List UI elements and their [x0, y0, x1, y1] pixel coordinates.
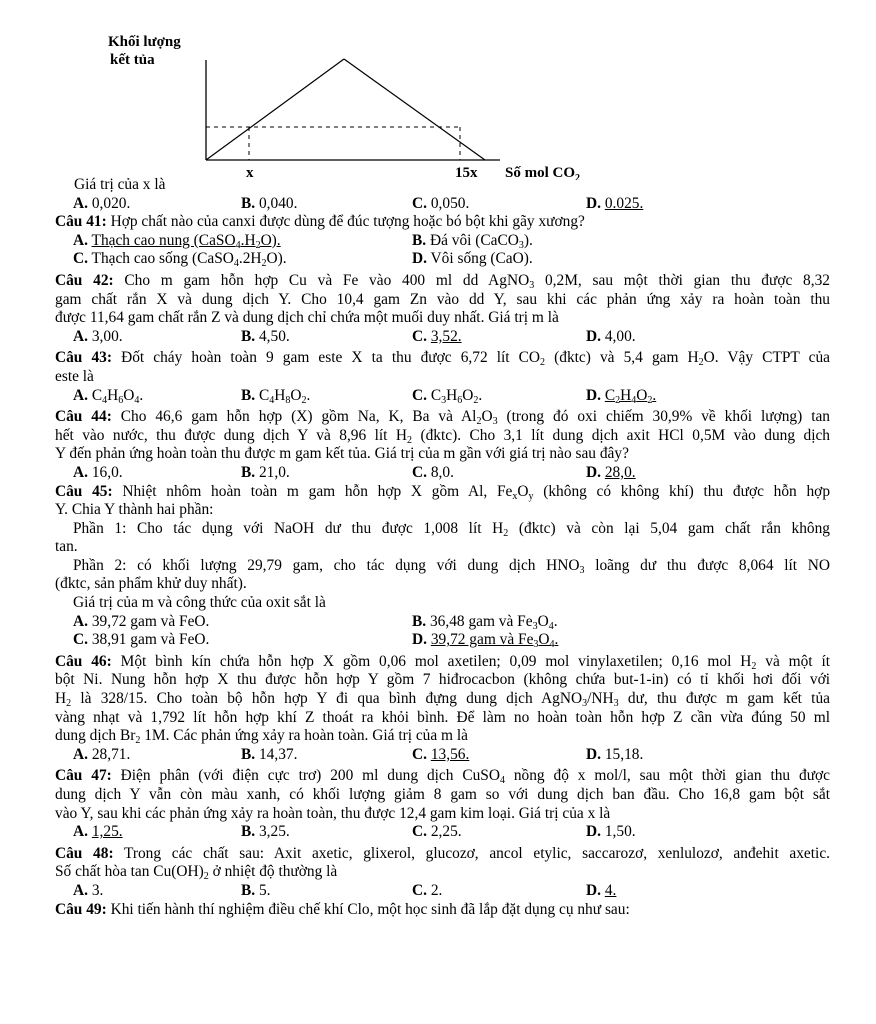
- q45-stem: Câu 45: Nhiệt nhôm hoàn toàn m gam hỗn hợp X gồm Al, $Fe_xO_y$ (không có không khí) thu được hỗn hợp Y. Chia Y thành hai phần: Phần 1: Cho tác dụng với NaOH dư thu được 1,008 lít $H_2$ (đktc) và còn lại 5,04 gam chất rắn không tan. Phần 2: có khối lượng 29,79 gam, cho tác dụng với dung dịch $HNO_3$ loãng dư thu được 8,064 lít NO (đktc, sản phẩm khử duy nhất). Giá trị của m và công thức của oxit sắt là: [55, 482, 831, 612]
- graph-xlabel: Số mol $CO_2$: [505, 165, 581, 180]
- q43-option-c[interactable]: C. $C_3H_6O_2$.: [412, 386, 483, 406]
- q45-stem-final: Giá trị của m và công thức của oxit sắt là: [73, 594, 326, 612]
- q41-options-row2: [55, 250, 830, 269]
- graph-fall-line: [344, 59, 485, 160]
- q40-option-d[interactable]: D. 0.025.: [586, 194, 644, 212]
- graph-tick-15x: 15x: [455, 165, 478, 180]
- q44-option-a[interactable]: A. 16,0.: [73, 463, 123, 481]
- q45-options-row2: [55, 631, 830, 650]
- q42-option-b[interactable]: B. 4,50.: [241, 327, 290, 345]
- q48-stem: Câu 48: Trong các chất sau: Axit axetic, glixerol, glucozơ, ancol etylic, saccarozơ, xenlulozơ, anđehit axetic. Số chất hòa $\tan Cu(OH)_2$ ở nhiệt độ thường là: [55, 844, 830, 883]
- q42-options: [55, 328, 830, 347]
- q45-options-row1: [55, 613, 830, 632]
- q44-options: [55, 464, 830, 483]
- q41-option-a[interactable]: A. Thạch cao nung $(CaSO_4.H_2O)$.: [73, 231, 281, 251]
- q42-option-d[interactable]: D. 4,00.: [586, 327, 636, 345]
- q40-stem: Giá trị của x là: [74, 176, 166, 193]
- q47-option-a[interactable]: A. 1,25.: [73, 823, 123, 841]
- q43-options: [55, 387, 830, 406]
- q43-stem: Câu 43: Đốt cháy hoàn toàn 9 gam este X ta thu được 6,72 lít $CO_2$ (đktc) và 5,4 gam $H_2O$. Vậy CTPT của este là: [55, 349, 830, 385]
- q41-stem: Câu 41: Hợp chất nào của canxi được dùng để đúc tượng hoặc bó bột khi gãy xương?: [55, 213, 585, 231]
- q45-option-b[interactable]: B. 36,48 gam và $Fe_3O_4$.: [412, 612, 558, 632]
- q42-option-c[interactable]: C. 3,52.: [412, 327, 462, 345]
- q47-stem: Câu 47: Điện phân (với điện cực trơ) 200 ml dung dịch CuSO$_4$ nồng độ x mol/l, sau một thời gian thu được dung dịch Y vẫn còn màu xanh, có khối lượng giảm 8 gam so với dung dịch ban đầu. Cho 16,8 gam bột sắt vào Y, sau khi các phản ứng xảy ra hoàn toàn, thu được 12,4 gam kim loại. Giá trị của x là: [55, 767, 831, 822]
- q48-option-c[interactable]: C. 2.: [412, 881, 443, 899]
- q40-option-a[interactable]: A. 0,020.: [73, 194, 131, 212]
- q41-option-c[interactable]: C. Thạch cao sống $(CaSO_4.2H_2O)$.: [73, 250, 287, 270]
- q40-option-b[interactable]: B. 0,040.: [241, 194, 298, 212]
- question-list: [55, 176, 830, 919]
- q49-stem: Câu 49: Khi tiến hành thí nghiệm điều chế khí Clo, một học sinh đã lắp đặt dụng cụ như sau:: [55, 900, 630, 918]
- q41-options-row1: [55, 232, 830, 251]
- graph-rise-line: [206, 59, 344, 160]
- q46-option-c[interactable]: C. 13,56.: [412, 745, 470, 763]
- q46-option-a[interactable]: A. 28,71.: [73, 745, 131, 763]
- q45-option-a[interactable]: A. 39,72 gam và FeO.: [73, 612, 210, 630]
- graph-tick-x: x: [246, 165, 254, 180]
- q44-stem: Câu 44: Cho 46,6 gam hỗn hợp (X) gồm Na, K, Ba và $Al_2O_3$ (trong đó oxi chiếm 30,9% về khối lượng) tan hết vào nước, thu được dung dịch Y và 8,96 lít $H_2$ (đktc). Cho 3,1 lít dung dịch axit HCl 0,5M vào dung dịch Y đến phản ứng hoàn toàn thu được m gam kết tủa. Giá trị của m gần với giá trị nào sau đây?: [55, 408, 831, 463]
- q46-option-d[interactable]: D. 15,18.: [586, 745, 644, 763]
- q45-option-d[interactable]: D. 39,72 gam và $Fe_3O_4$.: [412, 631, 559, 651]
- q44-option-d[interactable]: D. 28,0.: [586, 463, 636, 481]
- q44-option-c[interactable]: C. 8,0.: [412, 463, 454, 481]
- q47-options: [55, 823, 830, 842]
- q48-option-d[interactable]: D. 4.: [586, 881, 617, 899]
- q46-stem: Câu 46: Một bình kín chứa hỗn hợp X gồm 0,06 mol axetilen; 0,09 mol vinylaxetilen; 0,16 mol $H_2$ và một ít bột Ni. Nung hỗn hợp X thu được hỗn hợp Y gồm 7 hiđrocacbon (không chứa but-1-in) có tỉ khối hơi đối với $H_2$ là 328/15. Cho toàn bộ hỗn hợp Y đi qua bình đựng dung dịch $AgNO_3/NH_3$ dư, thu được m gam kết tủa vàng nhạt và 1,792 lít hỗn hợp khí Z thoát ra khỏi bình. Để làm no hoàn toàn hỗn hợp Z cần vừa đúng 50 ml dung dịch $Br_2$ 1M. Các phản ứng xảy ra hoàn toàn. Giá trị của m là: [55, 652, 831, 747]
- q48-options: [55, 882, 830, 901]
- q41-option-b[interactable]: B. Đá vôi (CaCO$_3$).: [412, 231, 533, 251]
- q45-option-c[interactable]: C. 38,91 gam và FeO.: [73, 631, 210, 649]
- q42-stem: Câu 42: Cho m gam hỗn hợp Cu và Fe vào 400 ml dd AgNO$_3$ 0,2M, sau một thời gian thu được 8,32 gam chất rắn X và dung dịch Y. Cho 10,4 gam Zn vào dd Y, sau khi các phản ứng xảy ra hoàn toàn thu được 11,64 gam chất rắn Z và dung dịch chỉ chứa một muối duy nhất. Giá trị m là: [55, 271, 830, 327]
- q48-option-b[interactable]: B. 5.: [241, 881, 271, 899]
- graph-ylabel-line1: Khối lượng: [108, 34, 181, 50]
- q48-option-a[interactable]: A. 3.: [73, 881, 104, 899]
- q43-option-a[interactable]: A. $C_4H_6O_4$.: [73, 386, 144, 406]
- q46-options: [55, 746, 830, 765]
- q43-option-b[interactable]: B. $C_4H_8O_2$.: [241, 386, 311, 406]
- graph-ylabel-line2: kết tủa: [110, 52, 155, 68]
- q47-option-b[interactable]: B. 3,25.: [241, 823, 290, 841]
- q43-option-d[interactable]: D. $C_2H_4O_2$.: [586, 386, 657, 406]
- q40-options: [55, 195, 830, 214]
- precipitate-graph: [0, 0, 876, 180]
- q47-option-c[interactable]: C. 2,25.: [412, 823, 462, 841]
- q46-option-b[interactable]: B. 14,37.: [241, 745, 298, 763]
- q44-option-b[interactable]: B. 21,0.: [241, 463, 290, 481]
- q41-option-d[interactable]: D. Vôi sống (CaO).: [412, 250, 533, 268]
- q42-option-a[interactable]: A. 3,00.: [73, 327, 123, 345]
- q40-option-c[interactable]: C. 0,050.: [412, 194, 470, 212]
- q47-option-d[interactable]: D. 1,50.: [586, 823, 636, 841]
